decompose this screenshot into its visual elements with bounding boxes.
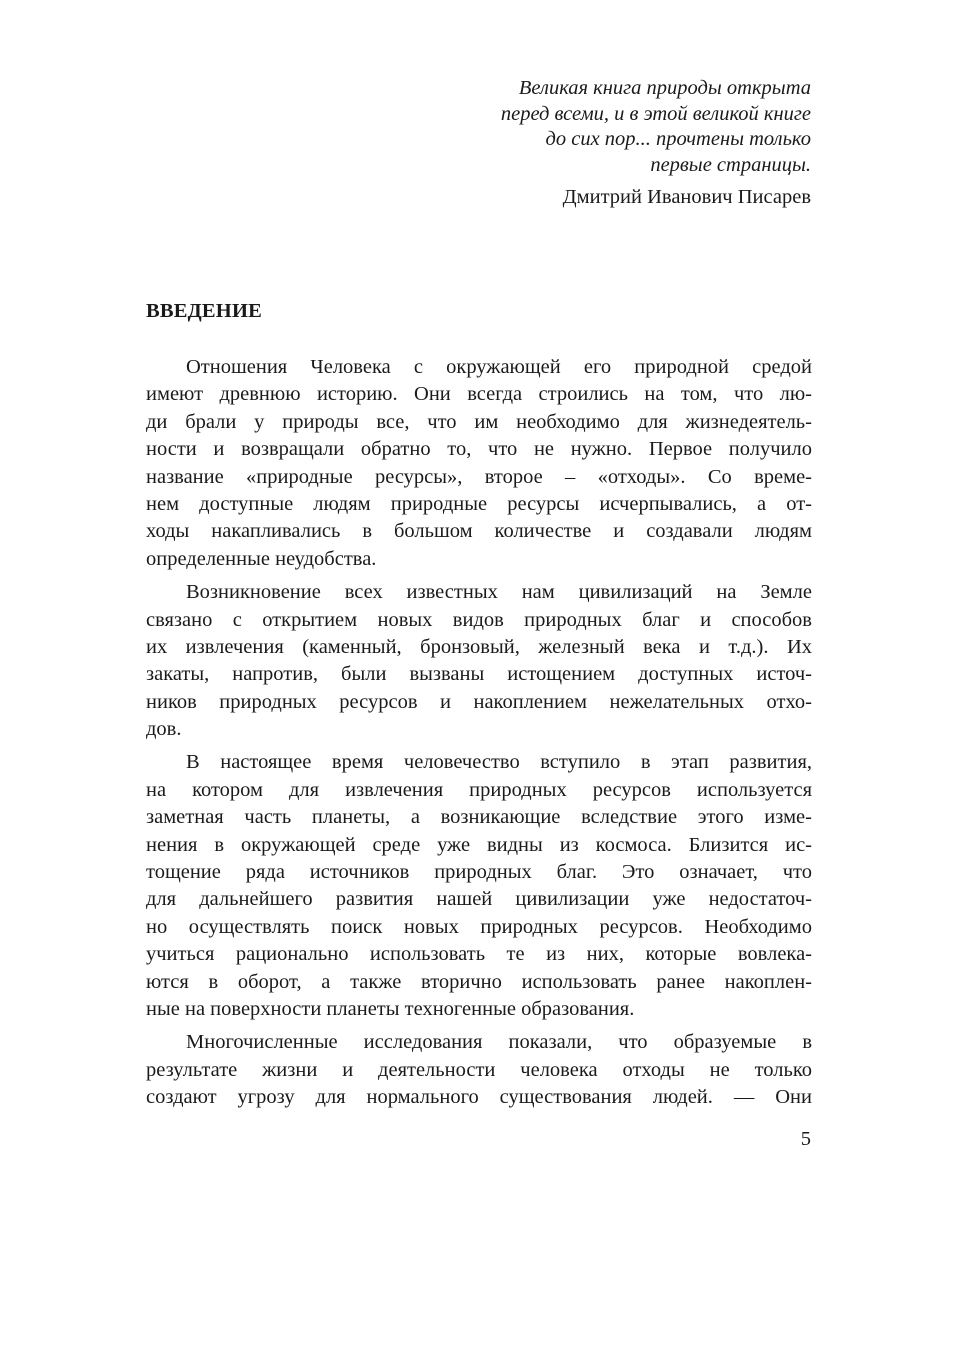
paragraph-line: ются в оборот, а также вторично использовать ранее накоплен- [146,970,812,993]
paragraph-line: ходы накапливались в большом количестве и создавали людям [146,520,812,543]
section-heading: ВВЕДЕНИЕ [146,300,262,322]
paragraph-line: дов. [146,718,182,741]
paragraph-line: их извлечения (каменный, бронзовый, железный века и т.д.). Их [146,635,812,658]
paragraph-line: результате жизни и деятельности человека отходы не только [146,1058,812,1081]
paragraph [146,354,812,573]
paragraph-line: Многочисленные исследования показали, что образуемые в [186,1031,812,1054]
paragraph-line: определенные неудобства. [146,547,377,570]
epigraph [391,76,811,210]
paragraph [146,579,812,743]
paragraph-line: но осуществлять поиск новых природных ресурсов. Необходимо [146,915,812,938]
paragraph-line: на котором для извлечения природных ресурсов используется [146,778,812,801]
paragraph-line: имеют древнюю историю. Они всегда строились на том, что лю- [146,383,812,406]
paragraph-line: В настоящее время человечество вступило в этап развития, [186,751,812,774]
paragraph-line: Возникновение всех известных нам цивилизаций на Земле [186,581,812,604]
epigraph-line: первые страницы. [650,153,811,176]
epigraph-author: Дмитрий Иванович Писарев [562,186,811,208]
paragraph [146,749,812,1023]
paragraph-line: ников природных ресурсов и накоплением нежелательных отхо- [146,690,812,713]
paragraph-line: нем доступные людям природные ресурсы исчерпывались, а от- [146,492,812,515]
page-number: 5 [800,1128,811,1150]
paragraph [146,1029,812,1111]
paragraph-line: Отношения Человека с окружающей его природной средой [186,356,812,378]
paragraph-line: нения в окружающей среде уже видны из космоса. Близится ис- [146,833,812,856]
paragraph-line: заметная часть планеты, а возникающие вследствие этого изме- [146,806,812,829]
body-text [146,354,812,1118]
paragraph-line: ди брали у природы все, что им необходимо для жизнедеятель- [146,410,812,433]
paragraph-line: ные на поверхности планеты техногенные образования. [146,997,635,1020]
paragraph-line: закаты, напротив, были вызваны истощением доступных источ- [146,663,812,686]
paragraph-line: создают угрозу для нормального существования людей. — Они [146,1086,812,1109]
paragraph-line: учиться рационально использовать те из них, которые вовлека- [146,943,812,966]
epigraph-line: до сих пор... прочтены только [545,128,811,150]
paragraph-line: тощение ряда источников природных благ. Это означает, что [146,861,812,884]
paragraph-line: название «природные ресурсы», второе – «отходы». Со време- [146,465,812,488]
epigraph-line: перед всеми, и в этой великой книге [500,102,811,125]
paragraph-line: ности и возвращали обратно то, что не нужно. Первое получило [146,438,812,461]
paragraph-line: для дальнейшего развития нашей цивилизации уже недостаточ- [146,888,812,911]
paragraph-line: связано с открытием новых видов природных благ и способов [146,608,812,631]
epigraph-line: Великая книга природы открыта [518,77,811,99]
